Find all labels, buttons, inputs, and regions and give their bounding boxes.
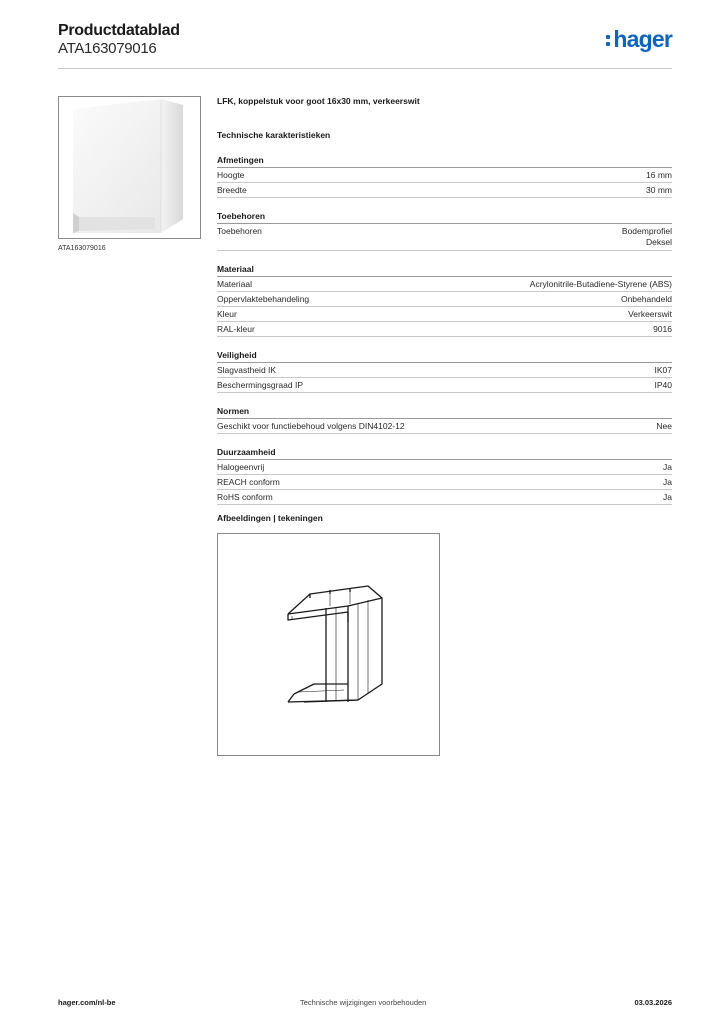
spec-key: Slagvastheid IK xyxy=(217,365,277,375)
brand-logo xyxy=(606,28,672,51)
spec-key: Oppervlaktebehandeling xyxy=(217,294,310,304)
product-photo-image xyxy=(59,97,200,238)
spec-key: Kleur xyxy=(217,309,237,319)
specification-panel xyxy=(217,96,672,505)
spec-key: Toebehoren xyxy=(217,226,262,236)
spec-value-line: Deksel xyxy=(646,237,672,247)
spec-key: Materiaal xyxy=(217,279,252,289)
section-normen xyxy=(217,406,672,434)
spec-key: Geschikt voor functiebehoud volgens DIN4102-12 xyxy=(217,421,405,431)
section-title: Duurzaamheid xyxy=(217,447,672,460)
technical-characteristics-heading: Technische karakteristieken xyxy=(217,130,331,140)
spec-key: Hoogte xyxy=(217,170,245,180)
technical-drawing-image xyxy=(218,534,439,755)
section-toebehoren xyxy=(217,211,672,251)
spec-row xyxy=(217,168,672,183)
spec-value: Nee xyxy=(656,421,672,431)
spec-value: Ja xyxy=(663,477,672,487)
spec-key: Beschermingsgraad IP xyxy=(217,380,303,390)
document-title: Productdatablad xyxy=(58,22,180,39)
section-afmetingen xyxy=(217,155,672,198)
section-duurzaamheid xyxy=(217,447,672,505)
spec-row xyxy=(217,419,672,434)
spec-value-line: Bodemprofiel xyxy=(621,226,672,236)
technical-drawing xyxy=(217,533,440,756)
spec-row xyxy=(217,322,672,337)
section-title: Toebehoren xyxy=(217,211,672,224)
spec-value: Acrylonitrile-Butadiene-Styrene (ABS) xyxy=(529,279,672,289)
spec-key: Breedte xyxy=(217,185,247,195)
spec-row xyxy=(217,363,672,378)
spec-row xyxy=(217,475,672,490)
spec-key: RAL-kleur xyxy=(217,324,255,334)
page-header xyxy=(58,22,672,69)
spec-row xyxy=(217,292,672,307)
spec-value: IP40 xyxy=(654,380,672,390)
section-veiligheid xyxy=(217,350,672,393)
section-title: Normen xyxy=(217,406,672,419)
spec-row xyxy=(217,490,672,505)
spec-row xyxy=(217,224,672,251)
logo-dots-icon xyxy=(606,35,610,46)
spec-row xyxy=(217,277,672,292)
photo-caption: ATA163079016 xyxy=(58,245,106,252)
spec-row xyxy=(217,378,672,393)
footer-date: 03.03.2026 xyxy=(634,998,672,1007)
spec-value: 30 mm xyxy=(646,185,672,195)
spec-value: Ja xyxy=(663,492,672,502)
product-name: LFK, koppelstuk voor goot 16x30 mm, verkeerswit xyxy=(217,96,420,106)
drawings-heading: Afbeeldingen | tekeningen xyxy=(217,513,323,523)
spec-value: Verkeerswit xyxy=(628,309,672,319)
spec-value: Ja xyxy=(663,462,672,472)
section-materiaal xyxy=(217,264,672,337)
spec-value: IK07 xyxy=(654,365,672,375)
product-code: ATA163079016 xyxy=(58,40,157,57)
spec-value: Onbehandeld xyxy=(620,294,672,304)
section-title: Veiligheid xyxy=(217,350,672,363)
spec-row xyxy=(217,307,672,322)
spec-value: 9016 xyxy=(653,324,672,334)
spec-key: REACH conform xyxy=(217,477,280,487)
website-link[interactable]: hager.com/nl-be xyxy=(58,998,116,1007)
spec-value xyxy=(622,226,672,248)
product-photo xyxy=(58,96,201,239)
spec-row xyxy=(217,460,672,475)
spec-value: 16 mm xyxy=(646,170,672,180)
section-title: Materiaal xyxy=(217,264,672,277)
spec-key: Halogeenvrij xyxy=(217,462,265,472)
brand-wordmark: hager xyxy=(613,26,672,52)
footer-notice: Technische wijzigingen voorbehouden xyxy=(300,998,427,1007)
spec-key: RoHS conform xyxy=(217,492,273,502)
section-title: Afmetingen xyxy=(217,155,672,168)
spec-row xyxy=(217,183,672,198)
